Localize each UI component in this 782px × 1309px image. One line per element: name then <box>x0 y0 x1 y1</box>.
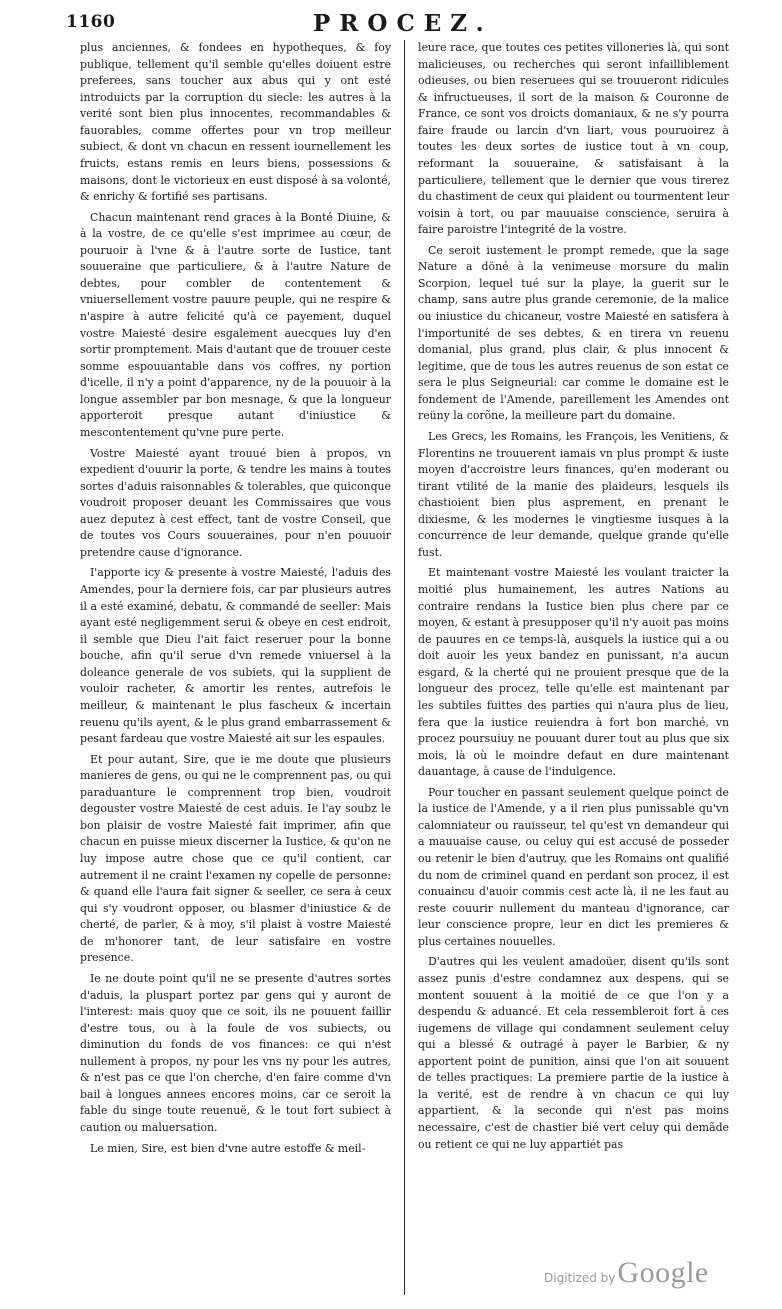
google-logo: Google <box>617 1256 709 1289</box>
watermark-prefix: Digitized by <box>544 1271 616 1285</box>
paragraph: Vostre Maiesté ayant trouué bien à propos, vn expedient d'ouurir la porte, & tendre les mains à toutes sortes d'aduis raisonnables & tolerables, que quiconque voudroit proposer deuant les Commissaires que vous auez deputez à cest effect, tant de vostre Conseil, que de toutes vos Cours souueraines, pour n'en pouuoir pretendre cause d'ignorance. <box>80 446 391 559</box>
paragraph: Ce seroit iustement le prompt remede, que la sage Nature a döné à la venimeuse morsure du malin Scorpion, lequel tué sur la playe, la guerit sur le champ, sans autre plus grande ceremonie, de la malice ou iniustice du chicaneur, vostre Maiesté en satisfera à l'importunité de ses debtes, & en tirera vn reuenu domanial, plus grand, plus clair, & plus innocent & legitime, que de tous les autres reuenus de son estat ce sera le plus Seigneurial: car comme le domaine est le fondement de l'Amende, pareillement les Amendes ont reüny la corõne, la meilleure part du domaine. <box>418 243 729 423</box>
column-divider <box>404 40 405 1295</box>
digitized-by-watermark <box>544 1256 709 1290</box>
paragraph: leure race, que toutes ces petites villoneries là, qui sont malicieuses, ou recherches qui seront infailliblement odieuses, ou bien reseruees qui se trouueront ridicules & infructueuses, il sort de la maison & Couronne de France, ce sont vos droicts domaniaux, & ne s'y pourra faire fraude ou larcin d'vn liart, vous pouruoirez à toutes les deux sortes de iustice tout à vn coup, reformant la souueraine, & satisfaisant à la particuliere, tellement que le dernier que vous tirerez du chastiment de ceux qui plaident ou tourmentent leur voisin à tort, ou par mauuaise conscience, seruira à faire paroistre l'integrité de la vostre. <box>418 41 729 237</box>
paragraph: Le mien, Sire, est bien d'vne autre estoffe & meil- <box>90 1141 366 1155</box>
paragraph: Chacun maintenant rend graces à la Bonté Diuine, & à la vostre, de ce qu'elle s'est imprimee au cœur, de pouruoir à l'vne & à l'autre sorte de Iustice, tant souueraine que particuliere, & à l'autre Nature de debtes, pour combler de contentement & vniuersellement vostre pauure peuple, qui ne respire & n'aspire à autre felicité qu'à ce payement, duquel vostre Maiesté desire esgalement auecques luy d'en sortir promptement. Mais d'autant que de trouuer ceste somme espouuantable dans vos coffres, ny portion d'icelle, il n'y a point d'apparence, ny de la pouuoir à la longue assembler par bon mesnage, & que la longueur apporteroit presque autant d'iniustice & mescontentement qu'vne pure perte. <box>80 210 391 439</box>
paragraph: Ie ne doute point qu'il ne se presente d'autres sortes d'aduis, la pluspart portez par gens qui y auront de l'interest: mais quoy que ce soit, ils ne pouuent faillir d'estre tous, ou à la foule de vos subiects, ou diminution du fonds de vos finances: ce qui n'est nullement à propos, ny pour les vns ny pour les autres, & n'est pas ce que l'on cherche, d'en faire comme d'vn bail à longues annees encores moins, car ce seroit la fable du singe toute reuenuë, & le tout fort subiect à caution ou maluersation. <box>80 971 391 1134</box>
paragraph: Les Grecs, les Romains, les François, les Venitiens, & Florentins ne trouuerent iamais vn plus prompt & iuste moyen d'accroistre leurs finances, qu'en moderant ou tirant vtilité de la manie des plaideurs, lesquels ils chastioient bien plus asprement, en prenant le dixiesme, & les modernes le vingtiesme iusques à la concurrence de leur demande, quelque grande qu'elle fust. <box>418 429 729 559</box>
paragraph: I'apporte icy & presente à vostre Maiesté, l'aduis des Amendes, pour la derniere fois, car par plusieurs autres il a esté examiné, debatu, & commandé de seeller: Mais ayant esté negligemment serui & obeye en cest endroit, il semble que Dieu l'ait faict reseruer pour la bonne bouche, afin qu'il serue d'vn remede vniuersel à la doleance generale de vos subiets, qui la supplient de vouloir racheter, & amortir les rentes, autrefois le meilleur, & maintenant le plus fascheux & incertain reuenu qu'ils ayent, & le plus grand embarrassement & pesant fardeau que vostre Maiesté ait sur les espaules. <box>80 566 391 746</box>
page-number: 1160 <box>66 12 116 32</box>
paragraph: Et pour autant, Sire, que ie me doute que plusieurs manieres de gens, ou qui ne le comprennent pas, ou qui paraduanture le comprennent trop bien, voudroit degouster vostre Maiesté de cest aduis. Ie l'ay soubz le bon plaisir de vostre Maiesté fait imprimer, afin que chacun en puisse mieux discerner la Iustice, & qu'on ne luy impose autre chose que ce qu'il contient, car autrement il ne craint l'examen ny copelle de personne: & quand elle l'aura fait signer & seeller, ce sera à ceux qui s'y voudront opposer, ou blasmer d'iniustice & de cherté, de parler, & à moy, s'il plaist à vostre Maiesté de m'honorer tant, de leur satisfaire en vostre presence. <box>80 752 391 965</box>
left-column <box>80 40 391 1161</box>
running-title: PROCEZ. <box>313 10 493 37</box>
paragraph: D'autres qui les veulent amadoüer, disent qu'ils sont assez punis d'estre condamnez aux despens, qui se montent souuent à la moitié de ce que l'on y a despendu & aduancé. Et cela ressembleroit fort à ces iugemens de village qui condamnent seulement celuy qui a blessé & outragé à payer le Barbier, & ny apportent point de punition, ainsi que l'on ait souuent de telles practiques: La premiere partie de la iustice à la verité, est de rendre à vn chacun ce qui luy appartient, & la seconde qui n'est pas moins necessaire, c'est de chastier bié vert celuy qui demãde ou retient ce qui ne luy appartiét pas <box>418 955 729 1151</box>
paragraph: Et maintenant vostre Maiesté les voulant traicter la moitié plus humainement, les autres Nations au contraire rendans la Iustice bien plus chere par ce moyen, & estant à presupposer qu'il n'y auoit pas moins de pauures en ce temps-là, ausquels la iustice qui a ou doit auoir les yeux bandez en punissant, n'a aucun esgard, & la cherté qui ne prouient presque que de la longueur des procez, telle qu'elle est maintenant par les subtiles fuittes des parties qui n'aura plus de lieu, fera que la iustice reuiendra à fort bon marché, vn procez poursuiuy ne pouuant durer tout au plus que six mois, là où le moindre defaut en dure maintenant dauantage, à cause de l'indulgence. <box>418 566 729 779</box>
paragraph: plus anciennes, & fondees en hypotheques, & foy publique, tellement qu'il semble qu'elles doiuent estre preferees, sans toucher aux abus qui y ont esté introduicts par la corruption du siecle: les autres à la verité sont bien plus innocentes, recommandables & fauorables, comme offertes pour vn trop meilleur subiect, & dont vn chacun en ressent iournellement les fruicts, estans remis en leurs biens, possessions & maisons, dont le victorieux en eust disposé à sa volonté, & enrichy & fortifié ses partisans. <box>80 41 391 204</box>
paragraph: Pour toucher en passant seulement quelque poinct de la iustice de l'Amende, y a il rien plus punissable qu'vn calomniateur ou rauisseur, tel qu'est vn demandeur qui a mauuaise cause, ou celuy qui est accusé de posseder ou retenir le bien d'autruy, que les Romains ont qualifié du nom de criminel quand en perdant son procez, il est conuaincu d'auoir commis cest acte là, il ne les faut au reste couurir nullement du manteau d'ignorance, car leur conscience propre, leur en dict les premieres & plus certaines nouuelles. <box>418 785 729 948</box>
right-column <box>418 40 729 1157</box>
